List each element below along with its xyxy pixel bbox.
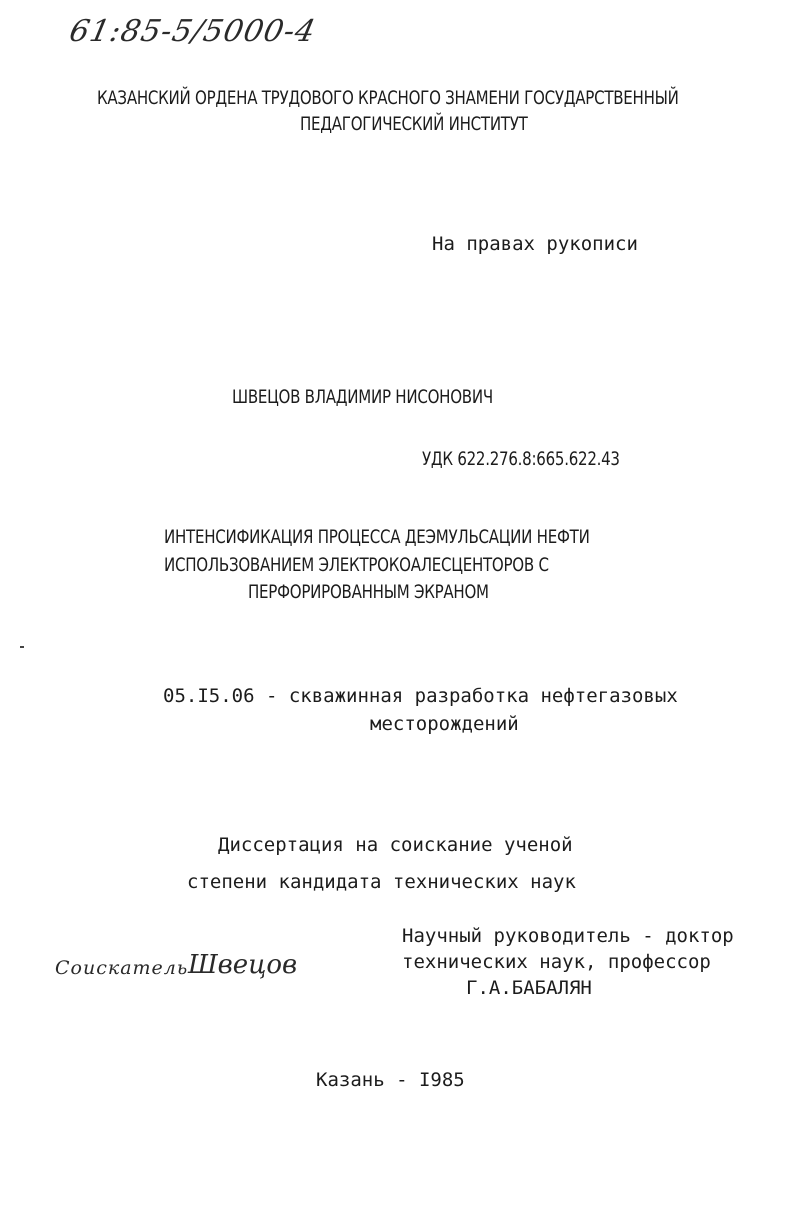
specialty-line-2: месторождений (370, 713, 519, 735)
applicant-signature: Швецов (188, 950, 298, 980)
title-line-1: ИНТЕНСИФИКАЦИЯ ПРОЦЕССА ДЕЭМУЛЬСАЦИИ НЕФТИ (164, 526, 590, 548)
applicant-label: Соискатель (55, 957, 189, 979)
supervisor-line-1: Научный руководитель - доктор (402, 925, 734, 947)
institution-line-1: КАЗАНСКИЙ ОРДЕНА ТРУДОВОГО КРАСНОГО ЗНАМЕНИ ГОСУДАРСТВЕННЫЙ (97, 87, 679, 109)
title-line-3: ПЕРФОРИРОВАННЫМ ЭКРАНОМ (248, 581, 489, 603)
title-line-2: ИСПОЛЬЗОВАНИЕМ ЭЛЕКТРОКОАЛЕСЦЕНТОРОВ С (164, 554, 549, 576)
supervisor-name: Г.А.БАБАЛЯН (466, 977, 592, 999)
margin-mark (20, 646, 24, 648)
archive-number: 61:85-5/5000-4 (66, 14, 320, 49)
manuscript-note: На правах рукописи (432, 233, 638, 255)
supervisor-line-2: технических наук, профессор (402, 951, 711, 973)
place-year: Казань - I985 (316, 1069, 465, 1091)
author-name: ШВЕЦОВ ВЛАДИМИР НИСОНОВИЧ (232, 386, 493, 408)
specialty-line-1: 05.I5.06 - скважинная разработка нефтегазовых (163, 685, 678, 707)
institution-line-2: ПЕДАГОГИЧЕСКИЙ ИНСТИТУТ (300, 113, 528, 135)
dissertation-line-2: степени кандидата технических наук (187, 871, 576, 893)
udc-code: УДК 622.276.8:665.622.43 (422, 448, 620, 470)
dissertation-line-1: Диссертация на соискание ученой (218, 834, 573, 856)
